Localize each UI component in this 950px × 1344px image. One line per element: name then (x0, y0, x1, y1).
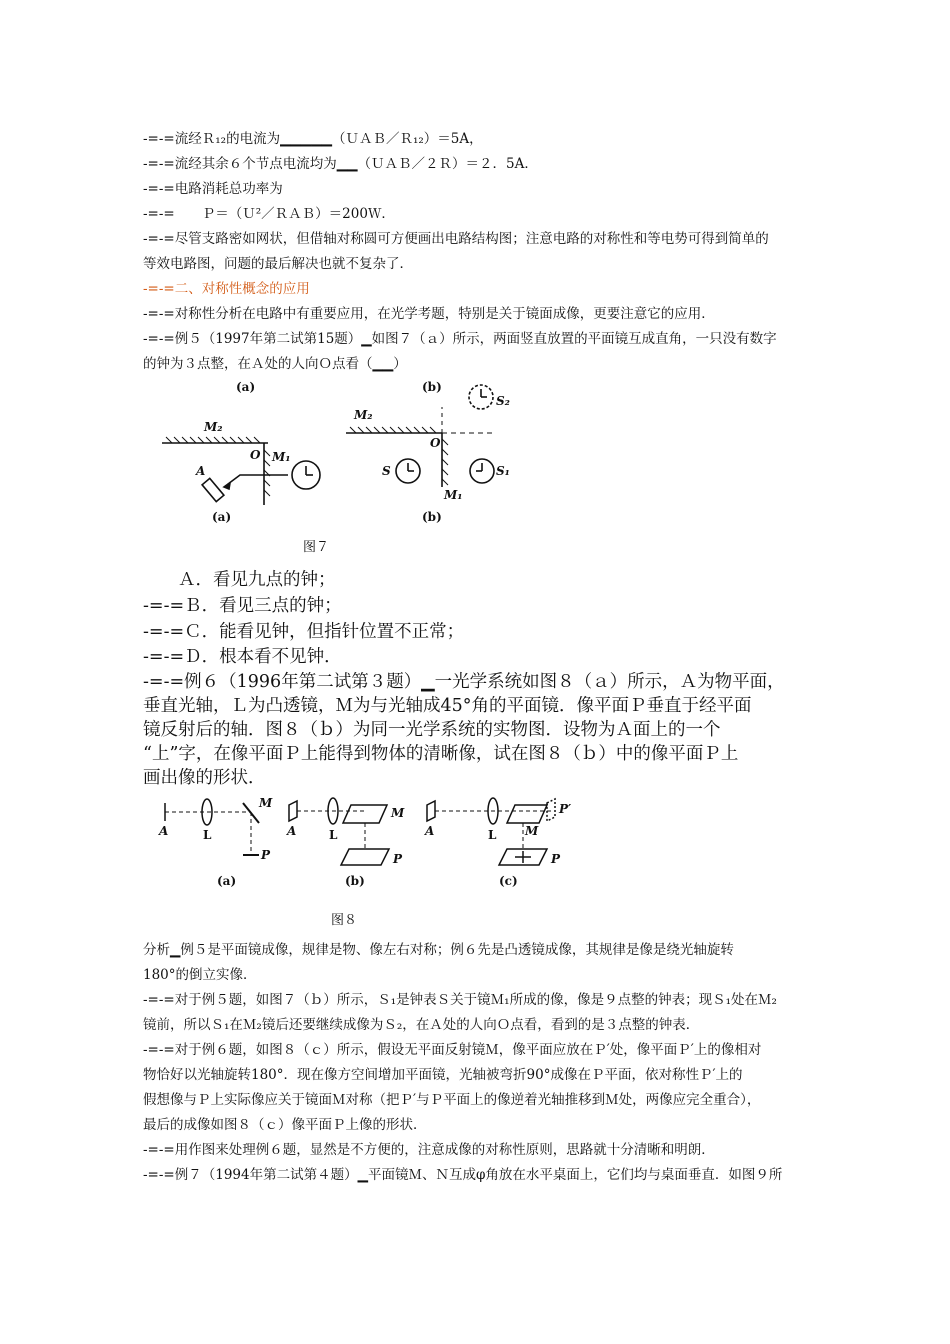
fig7-label-m1-a: M₁ (272, 450, 291, 464)
fig8-label-m-c: M (525, 824, 539, 838)
paragraph: -=-= Ｐ＝（Ｕ²／ＲＡＢ）＝200Ｗ． (143, 206, 395, 222)
paragraph: -=-=例５（1997年第二试第15题）▁如图７（ａ）所示，两面竖直放置的平面镜互成直角，一只没有数字 (143, 331, 777, 347)
paragraph: -=-=流经Ｒ₁₂的电流为▁▁▁▁▁（ＵＡＢ／Ｒ₁₂）＝5A， (143, 131, 483, 147)
fig8-label-p-b: P (393, 852, 403, 866)
fig7-label-o-b: O (430, 436, 441, 450)
fig8-caption-c: (c) (499, 874, 518, 888)
option-a: Ａ．看见九点的钟； (143, 570, 336, 590)
paragraph: 最后的成像如图８（ｃ）像平面Ｐ上像的形状． (143, 1117, 427, 1133)
paragraph: -=-=对于例５题，如图７（ｂ）所示，Ｓ₁是钟表Ｓ关于镜Ｍ₁所成的像，像是９点整的钟表；现Ｓ₁处在Ｍ₂ (143, 992, 777, 1008)
paragraph: 的钟为３点整，在Ａ处的人向Ｏ点看（▁▁） (143, 356, 407, 372)
fig8-label-p-prime: P′ (559, 802, 572, 816)
fig8-label-b-object: A (287, 824, 297, 838)
option-d: -=-=Ｄ．根本看不见钟． (143, 647, 342, 667)
paragraph: -=-=电路消耗总功率为 (143, 181, 283, 197)
paragraph: -=-=流经其余６个节点电流均为▁▁（ＵＡＢ／２Ｒ）＝２．5A． (143, 156, 538, 172)
fig7-label-bot-b: (b) (422, 510, 442, 524)
fig7-label-m2-b: M₂ (354, 408, 373, 422)
paragraph: 垂直光轴，Ｌ为凸透镜，Ｍ为与光轴成45°角的平面镜．像平面Ｐ垂直于经平面 (143, 696, 752, 716)
fig7-label-o-a: O (250, 448, 261, 462)
paragraph: 假想像与Ｐ上实际像应关于镜面Ｍ对称（把Ｐ′与Ｐ平面上的像逆着光轴推移到Ｍ处，两像应完全重合）， (143, 1092, 761, 1108)
figure-8 (155, 793, 575, 893)
paragraph: 画出像的形状． (143, 768, 266, 788)
fig7-label-s1: S₁ (496, 464, 510, 478)
fig7-label-top-a: (a) (236, 380, 256, 394)
fig8-label-p-c: P (551, 852, 561, 866)
fig8-caption-b: (b) (345, 874, 365, 888)
paragraph: -=-=尽管支路密如网状，但借轴对称圆可方便画出电路结构图；注意电路的对称性和等电势可得到简单的 (143, 231, 769, 247)
fig8-label-l-b: L (329, 828, 338, 842)
fig7-label-s2: S₂ (496, 394, 510, 408)
figure-7-caption: 图７ (303, 540, 330, 555)
paragraph: 物恰好以光轴旋转180°．现在像方空间增加平面镜，光轴被弯折90°成像在Ｐ平面，依对称性Ｐ′上的 (143, 1067, 743, 1083)
fig8-label-l: L (203, 828, 212, 842)
fig7-label-s: S (382, 464, 391, 478)
paragraph: 镜前，所以Ｓ₁在Ｍ₂镜后还要继续成像为Ｓ₂，在Ａ处的人向Ｏ点看，看到的是３点整的钟表． (143, 1017, 700, 1033)
figure-8-caption: 图８ (331, 913, 358, 928)
fig7-label-top-b: (b) (422, 380, 442, 394)
paragraph: -=-=用作图来处理例６题，显然是不方便的，注意成像的对称性原则，思路就十分清晰和明朗． (143, 1142, 715, 1158)
paragraph: -=-=对于例６题，如图８（ｃ）所示，假设无平面反射镜Ｍ，像平面应放在Ｐ′处，像平面Ｐ′上的像相对 (143, 1042, 762, 1058)
fig8-label-l-c: L (488, 828, 497, 842)
paragraph: 分析▁例５是平面镜成像，规律是物、像左右对称；例６先是凸透镜成像，其规律是像是绕光轴旋转 (143, 942, 734, 958)
fig8-label-a-object: A (159, 824, 169, 838)
fig8-caption-a: (a) (217, 874, 237, 888)
fig8-label-m: M (259, 796, 273, 810)
paragraph: 180°的倒立实像． (143, 967, 257, 983)
fig7-label-m2-a: M₂ (204, 420, 223, 434)
option-b: -=-=Ｂ．看见三点的钟； (143, 596, 342, 616)
paragraph: -=-=例７（1994年第二试第４题）▁平面镜Ｍ、Ｎ互成φ角放在水平桌面上，它们均与桌面垂直．如图９所 (143, 1167, 783, 1183)
fig8-label-c-object: A (425, 824, 435, 838)
paragraph: “上”字，在像平面Ｐ上能得到物体的清晰像，试在图８（ｂ）中的像平面Ｐ上 (143, 744, 739, 764)
fig8-label-p: P (261, 848, 271, 862)
fig8-label-m-b: M (391, 806, 405, 820)
paragraph: -=-=对称性分析在电路中有重要应用，在光学考题，特别是关于镜面成像，更要注意它的应用． (143, 306, 715, 322)
paragraph: 等效电路图，问题的最后解决也就不复杂了． (143, 256, 413, 272)
fig7-label-a: A (196, 464, 206, 478)
section-heading: -=-=二、对称性概念的应用 (143, 281, 310, 297)
option-c: -=-=Ｃ．能看见钟，但指针位置不正常； (143, 622, 465, 642)
fig7-label-m1-b: M₁ (444, 488, 463, 502)
paragraph: 镜反射后的轴．图８（ｂ）为同一光学系统的实物图．设物为Ａ面上的一个 (143, 720, 721, 740)
paragraph: -=-=例６（1996年第二试第３题）▁一光学系统如图８（ａ）所示，Ａ为物平面， (143, 672, 785, 692)
fig7-label-bot-a: (a) (212, 510, 232, 524)
figure-7 (150, 375, 510, 535)
